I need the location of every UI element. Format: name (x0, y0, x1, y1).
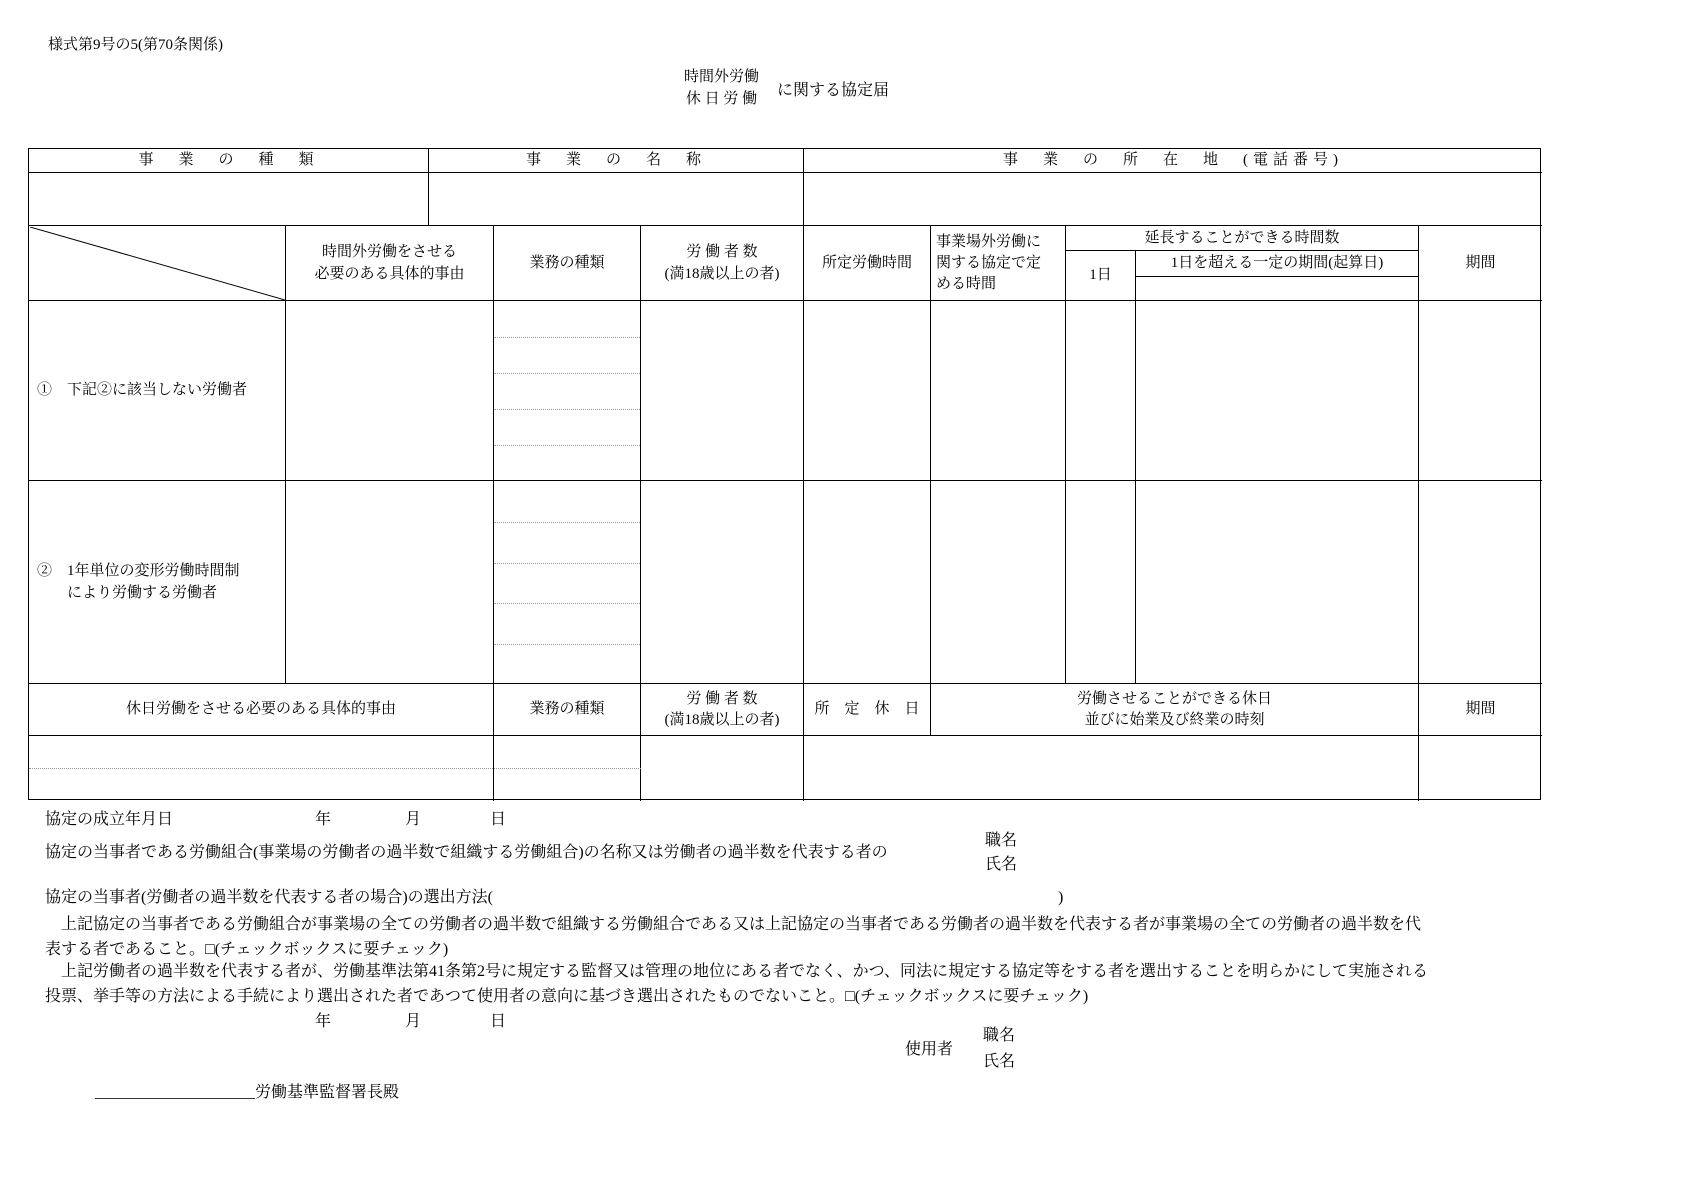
diagonal-header-cell (29, 226, 286, 301)
input-row1-offsite-hours[interactable] (931, 301, 1066, 481)
header-business-address: 事 業 の 所 在 地 (電話番号) (804, 149, 1542, 173)
header-business-name: 事 業 の 名 称 (429, 149, 804, 173)
header-allowed-line1: 労働させることができる休日 (1076, 690, 1272, 707)
dotted-guideline (494, 337, 640, 338)
input-row2-period[interactable] (1419, 481, 1542, 684)
row2-label-line2: により労働する労働者 (67, 585, 218, 601)
form-number: 様式第9号の5(第70条関係) (48, 37, 223, 53)
header-allowed-holiday-work (931, 684, 1419, 736)
input-row2-work-type[interactable] (494, 481, 641, 684)
representative-selection-checkbox[interactable]: □ (845, 988, 855, 1005)
row2-label-line1: ② 1年単位の変形労働時間制 (37, 562, 240, 579)
input-business-address[interactable] (804, 173, 1542, 226)
dotted-guideline (494, 373, 640, 374)
month-label: 月 (405, 811, 422, 828)
header-holiday-reason: 休日労働をさせる必要のある具体的事由 (29, 684, 494, 736)
input-row2-reason[interactable] (286, 481, 494, 684)
input-row2-extension-per-day[interactable] (1066, 481, 1136, 684)
input-row1-extension-over-day[interactable] (1136, 301, 1419, 481)
representative-selection-statement-line1: 上記労働者の過半数を代表する者が、労働基準法第41条第2号に規定する監督又は管理の地位にある者でなく、かつ、同法に規定する協定等をする者を選出することを明らかにして実施される (45, 963, 1429, 980)
input-business-type[interactable] (29, 173, 429, 226)
header-period: 期間 (1419, 226, 1542, 301)
title-holiday: 休 日 労 働 (685, 91, 758, 107)
selection-method-close-paren: ) (1058, 889, 1064, 906)
header-offsite-agreement (931, 226, 1066, 301)
header-workers-line2: (満18歳以上の者) (664, 266, 780, 282)
input-business-name[interactable] (429, 173, 804, 226)
input-row1-workers[interactable] (641, 301, 804, 481)
header-scheduled-holiday: 所 定 休 日 (804, 684, 931, 736)
selection-method-blank[interactable] (640, 888, 1055, 908)
title-overtime: 時間外労働 (684, 69, 760, 85)
header-business-type: 事 業 の 種 類 (29, 149, 429, 173)
representative-selection-statement-line2 (45, 987, 1088, 1008)
union-representative-line: 協定の当事者である労働組合(事業場の労働者の過半数で組織する労働組合)の名称又は労働者の過半数を代表する者の (45, 844, 888, 861)
employer-job-title-label: 職名 (983, 1027, 1016, 1044)
header-holiday-period: 期間 (1419, 684, 1542, 736)
input-holiday-period[interactable] (1419, 736, 1542, 801)
majority-union-checkbox[interactable]: □ (205, 941, 215, 958)
input-over-day-start-date[interactable] (1136, 277, 1419, 301)
majority-union-checkbox-note: (チェックボックスに要チェック) (214, 941, 449, 958)
row2-label (29, 481, 286, 684)
header-overtime-reason (286, 226, 494, 301)
header-allowed-line2: 並びに始業及び終業の時刻 (1084, 711, 1265, 728)
input-row1-scheduled-hours[interactable] (804, 301, 931, 481)
dotted-guideline (494, 522, 640, 523)
form-title (684, 66, 889, 110)
header-workers (641, 226, 804, 301)
dotted-guideline (29, 768, 641, 769)
header-holiday-work-type: 業務の種類 (494, 684, 641, 736)
selection-method-line: 協定の当事者(労働者の過半数を代表する者の場合)の選出方法( (45, 889, 493, 906)
header-over-day-period: 1日を超える一定の期間(起算日) (1136, 251, 1419, 277)
dotted-guideline (494, 445, 640, 446)
majority-union-statement-line1: 上記協定の当事者である労働組合が事業場の全ての労働者の過半数で組織する労働組合である又は上記協定の当事者である労働者の過半数を代表する者が事業場の全ての労働者の過半数を代 (45, 916, 1422, 933)
month-label: 月 (405, 1013, 422, 1030)
header-holiday-workers-line2: (満18歳以上の者) (664, 711, 780, 728)
input-holiday-schedule-and-times[interactable] (804, 736, 1419, 801)
header-offsite-line1: 事業場外労働に (936, 233, 1042, 250)
majority-union-statement-line2-text: 表する者であること。 (45, 941, 206, 958)
dotted-guideline (494, 644, 640, 645)
header-holiday-workers (641, 684, 804, 736)
representative-selection-statement-line2-text: 投票、挙手等の方法による手続により選出された者であつて使用者の意向に基づき選出されたものでないこと。 (45, 988, 846, 1005)
representative-name-label: 氏名 (985, 856, 1018, 873)
input-row2-workers[interactable] (641, 481, 804, 684)
title-stack (684, 66, 759, 110)
year-label: 年 (315, 1013, 332, 1030)
input-row2-scheduled-hours[interactable] (804, 481, 931, 684)
header-offsite-line3: める時間 (936, 275, 997, 292)
header-overtime-reason-line1: 時間外労働をさせる (321, 243, 457, 260)
header-workers-line1: 労 働 者 数 (686, 243, 758, 260)
day-label: 日 (490, 1013, 507, 1030)
dotted-guideline (494, 603, 640, 604)
header-work-type: 業務の種類 (494, 226, 641, 301)
agreement-date-label: 協定の成立年月日 (45, 811, 174, 828)
labor-office-name-blank[interactable]: ____________________ (95, 1084, 255, 1101)
majority-union-statement-line2 (45, 940, 448, 961)
row1-label: ① 下記②に該当しない労働者 (29, 301, 286, 481)
day-label: 日 (490, 811, 507, 828)
input-holiday-workers[interactable] (641, 736, 804, 801)
input-row1-work-type[interactable] (494, 301, 641, 481)
year-label: 年 (315, 811, 332, 828)
header-offsite-line2: 関する協定で定 (936, 254, 1042, 271)
dotted-guideline (494, 563, 640, 564)
submit-to-line (95, 1083, 399, 1104)
input-row1-period[interactable] (1419, 301, 1542, 481)
title-suffix: に関する協定届 (777, 81, 890, 99)
representative-job-title-label: 職名 (985, 832, 1018, 849)
employer-name-label: 氏名 (983, 1053, 1016, 1070)
header-overtime-reason-line2: 必要のある具体的事由 (314, 266, 465, 282)
input-row1-extension-per-day[interactable] (1066, 301, 1136, 481)
input-row1-reason[interactable] (286, 301, 494, 481)
agreement-table (28, 148, 1541, 800)
input-row2-offsite-hours[interactable] (931, 481, 1066, 684)
representative-selection-checkbox-note: (チェックボックスに要チェック) (854, 988, 1089, 1005)
labor-standards-office-label: 労働基準監督署長殿 (255, 1084, 400, 1101)
dotted-guideline (494, 409, 640, 410)
employer-label: 使用者 (905, 1041, 954, 1058)
header-scheduled-hours: 所定労働時間 (804, 226, 931, 301)
diagonal-line (30, 227, 285, 300)
header-holiday-workers-line1: 労 働 者 数 (686, 691, 758, 708)
input-row2-extension-over-day[interactable] (1136, 481, 1419, 684)
header-extension-hours: 延長することができる時間数 (1066, 226, 1419, 251)
header-per-day: 1日 (1066, 251, 1136, 301)
